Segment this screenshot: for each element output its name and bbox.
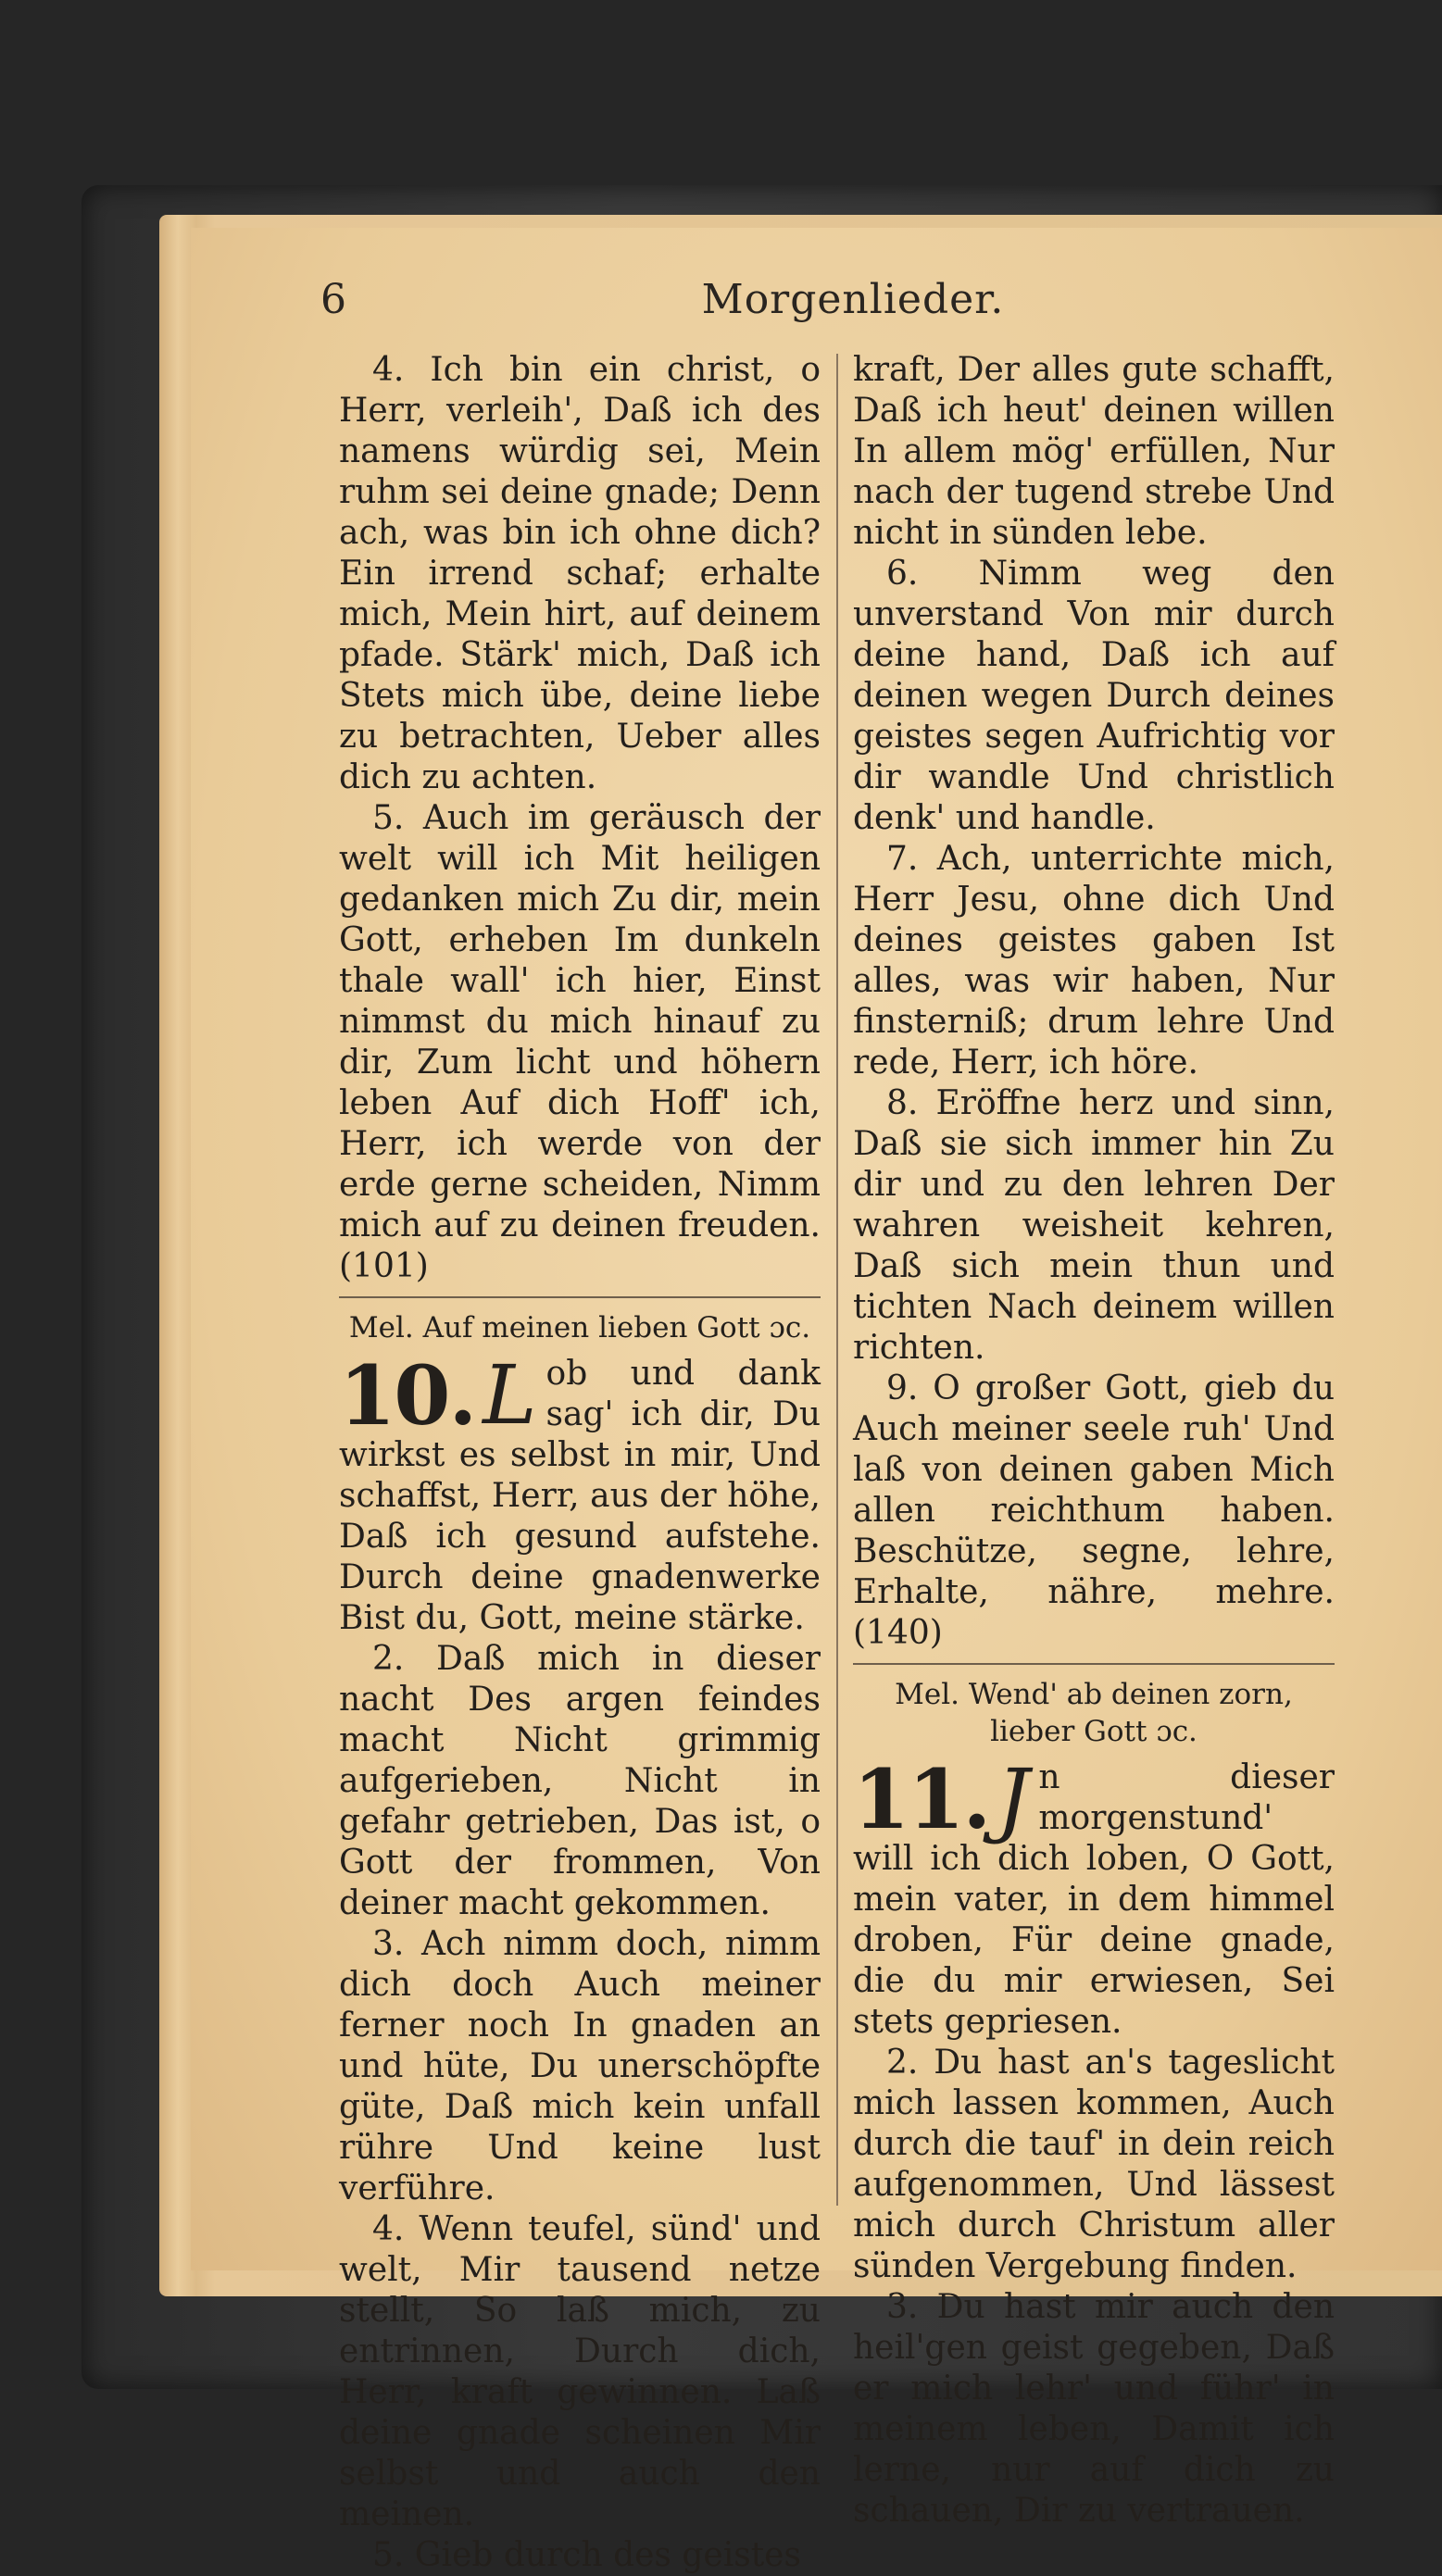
hymn10-verse-2: 2. Daß mich in dieser nacht Des argen feindes macht Nicht grimmig aufgerieben, Nicht in gefahr getrieben, Das ist, o Gott der frommen, Von deiner macht gekommen. [339,1640,821,1922]
hymn11-verse-3: 3. Du hast mir auch den heil'gen geist gegeben, Daß er mich lehr' und führ' in meinem leben, Damit ich lerne, nur auf dich zu schauen, Dir zu vertrauen. [853,2288,1335,2530]
hymn10-start [339,1347,821,1639]
left-column [339,350,821,2576]
hymn10-reference: (140) [853,1614,943,1652]
hymn11-verse-2: 2. Du hast an's tageslicht mich lassen kommen, Auch durch die tauf' in dein reich aufgenommen, Und lässest mich durch Christum aller sünden Vergebung finden. [853,2044,1335,2285]
hymn9-verse-4: 4. Ich bin ein christ, o Herr, verleih', Daß ich des namens würdig sei, Mein ruhm sei deine gnade; Denn ach, was bin ich ohne dich? Ein irrend schaf; erhalte mich, Mein hirt, auf deinem pfade. Stärk' mich, Daß ich Stets mich übe, deine liebe zu betrachten, Ueber alles dich zu achten. [339,351,821,796]
hymn10-verse-6: 6. Nimm weg den unverstand Von mir durch deine hand, Daß ich auf deinen wegen Durch deines geistes segen Aufrichtig vor dir wandle Und christlich denk' und handle. [853,555,1335,837]
hymn10-verse-9 [853,1369,1335,1654]
page-header [320,276,1386,341]
melody-line-10: Mel. Auf meinen lieben Gott ɔc. [348,1311,811,1344]
hymn10-verse-9-text: 9. O großer Gott, gieb du Auch meiner seele ruh' Und laß von deinen gaben Mich allen reichthum haben. Beschütze, segne, lehre, Erhalte, nähre, mehre. [853,1369,1335,1611]
running-title: Morgenlieder. [701,276,1005,323]
hymn10-drop-cap: L [483,1347,537,1443]
hymn9-verse-5 [339,798,821,1287]
hymn11-number: 11. [853,1751,990,1847]
section-rule [853,1663,1335,1665]
hymn11-verse-1: n dieser morgenstund' will ich dich loben, O Gott, mein vater, in dem himmel droben, Für deine gnade, die du mir erwiesen, Sei stets gepriesen. [853,1758,1335,2041]
page-number: 6 [320,276,346,323]
hymn10-verse-8: 8. Eröffne herz und sinn, Daß sie sich immer hin Zu dir und zu den lehren Der wahren weisheit kehren, Daß sich mein thun und tichten Nach deinem willen richten. [853,1084,1335,1367]
right-column [853,350,1335,2532]
hymn11-start [853,1751,1335,2043]
hymn10-verse-5-start: 5. Gieb durch des geistes [372,2536,801,2574]
hymn10-verse-1: ob und dank sag' ich dir, Du wirkst es selbst in mir, Und schaffst, Herr, aus der höhe, Daß ich gesund aufstehe. Durch deine gnadenwerke Bist du, Gott, meine stärke. [339,1355,821,1637]
hymn10-verse-4: 4. Wenn teufel, sünd' und welt, Mir tausend netze stellt, So laß mich, zu entrinnen, Durch dich, Herr, kraft gewinnen. Laß deine gnade scheinen Mir selbst und auch den meinen. [339,2210,821,2533]
hymn9-verse-5-text: 5. Auch im geräusch der welt will ich Mit heiligen gedanken mich Zu dir, mein Gott, erheben Im dunkeln thale wall' ich hier, Einst nimmst du mich hinauf zu dir, Zum licht und höhern leben Auf dich Hoff' ich, Herr, ich werde von der erde gerne scheiden, Nimm mich auf zu deinen freuden. [339,799,821,1244]
section-rule [339,1296,821,1298]
hymn10-verse-5-end: kraft, Der alles gute schafft, Daß ich heut' deinen willen In allem mög' erfüllen, Nur nach der tugend strebe Und nicht in sünden lebe. [853,351,1335,552]
melody-line-11: Mel. Wend' ab deinen zorn, lieber Gott ɔc. [895,1678,1293,1748]
book-page [191,228,1442,2574]
column-divider [836,354,838,2206]
hymn9-reference: (101) [339,1247,429,1285]
hymn10-verse-3: 3. Ach nimm doch, nimm dich doch Auch meiner ferner noch In gnaden an und hüte, Du unerschöpfte güte, Daß mich kein unfall rühre Und keine lust verführe. [339,1925,821,2207]
hymn10-number: 10. [339,1347,476,1444]
hymn11-drop-cap: J [997,1751,1030,1846]
hymn10-verse-7: 7. Ach, unterrichte mich, Herr Jesu, ohne dich Und deines geistes gaben Ist alles, was wir haben, Nur finsterniß; drum lehre Und rede, Herr, ich höre. [853,840,1335,1082]
